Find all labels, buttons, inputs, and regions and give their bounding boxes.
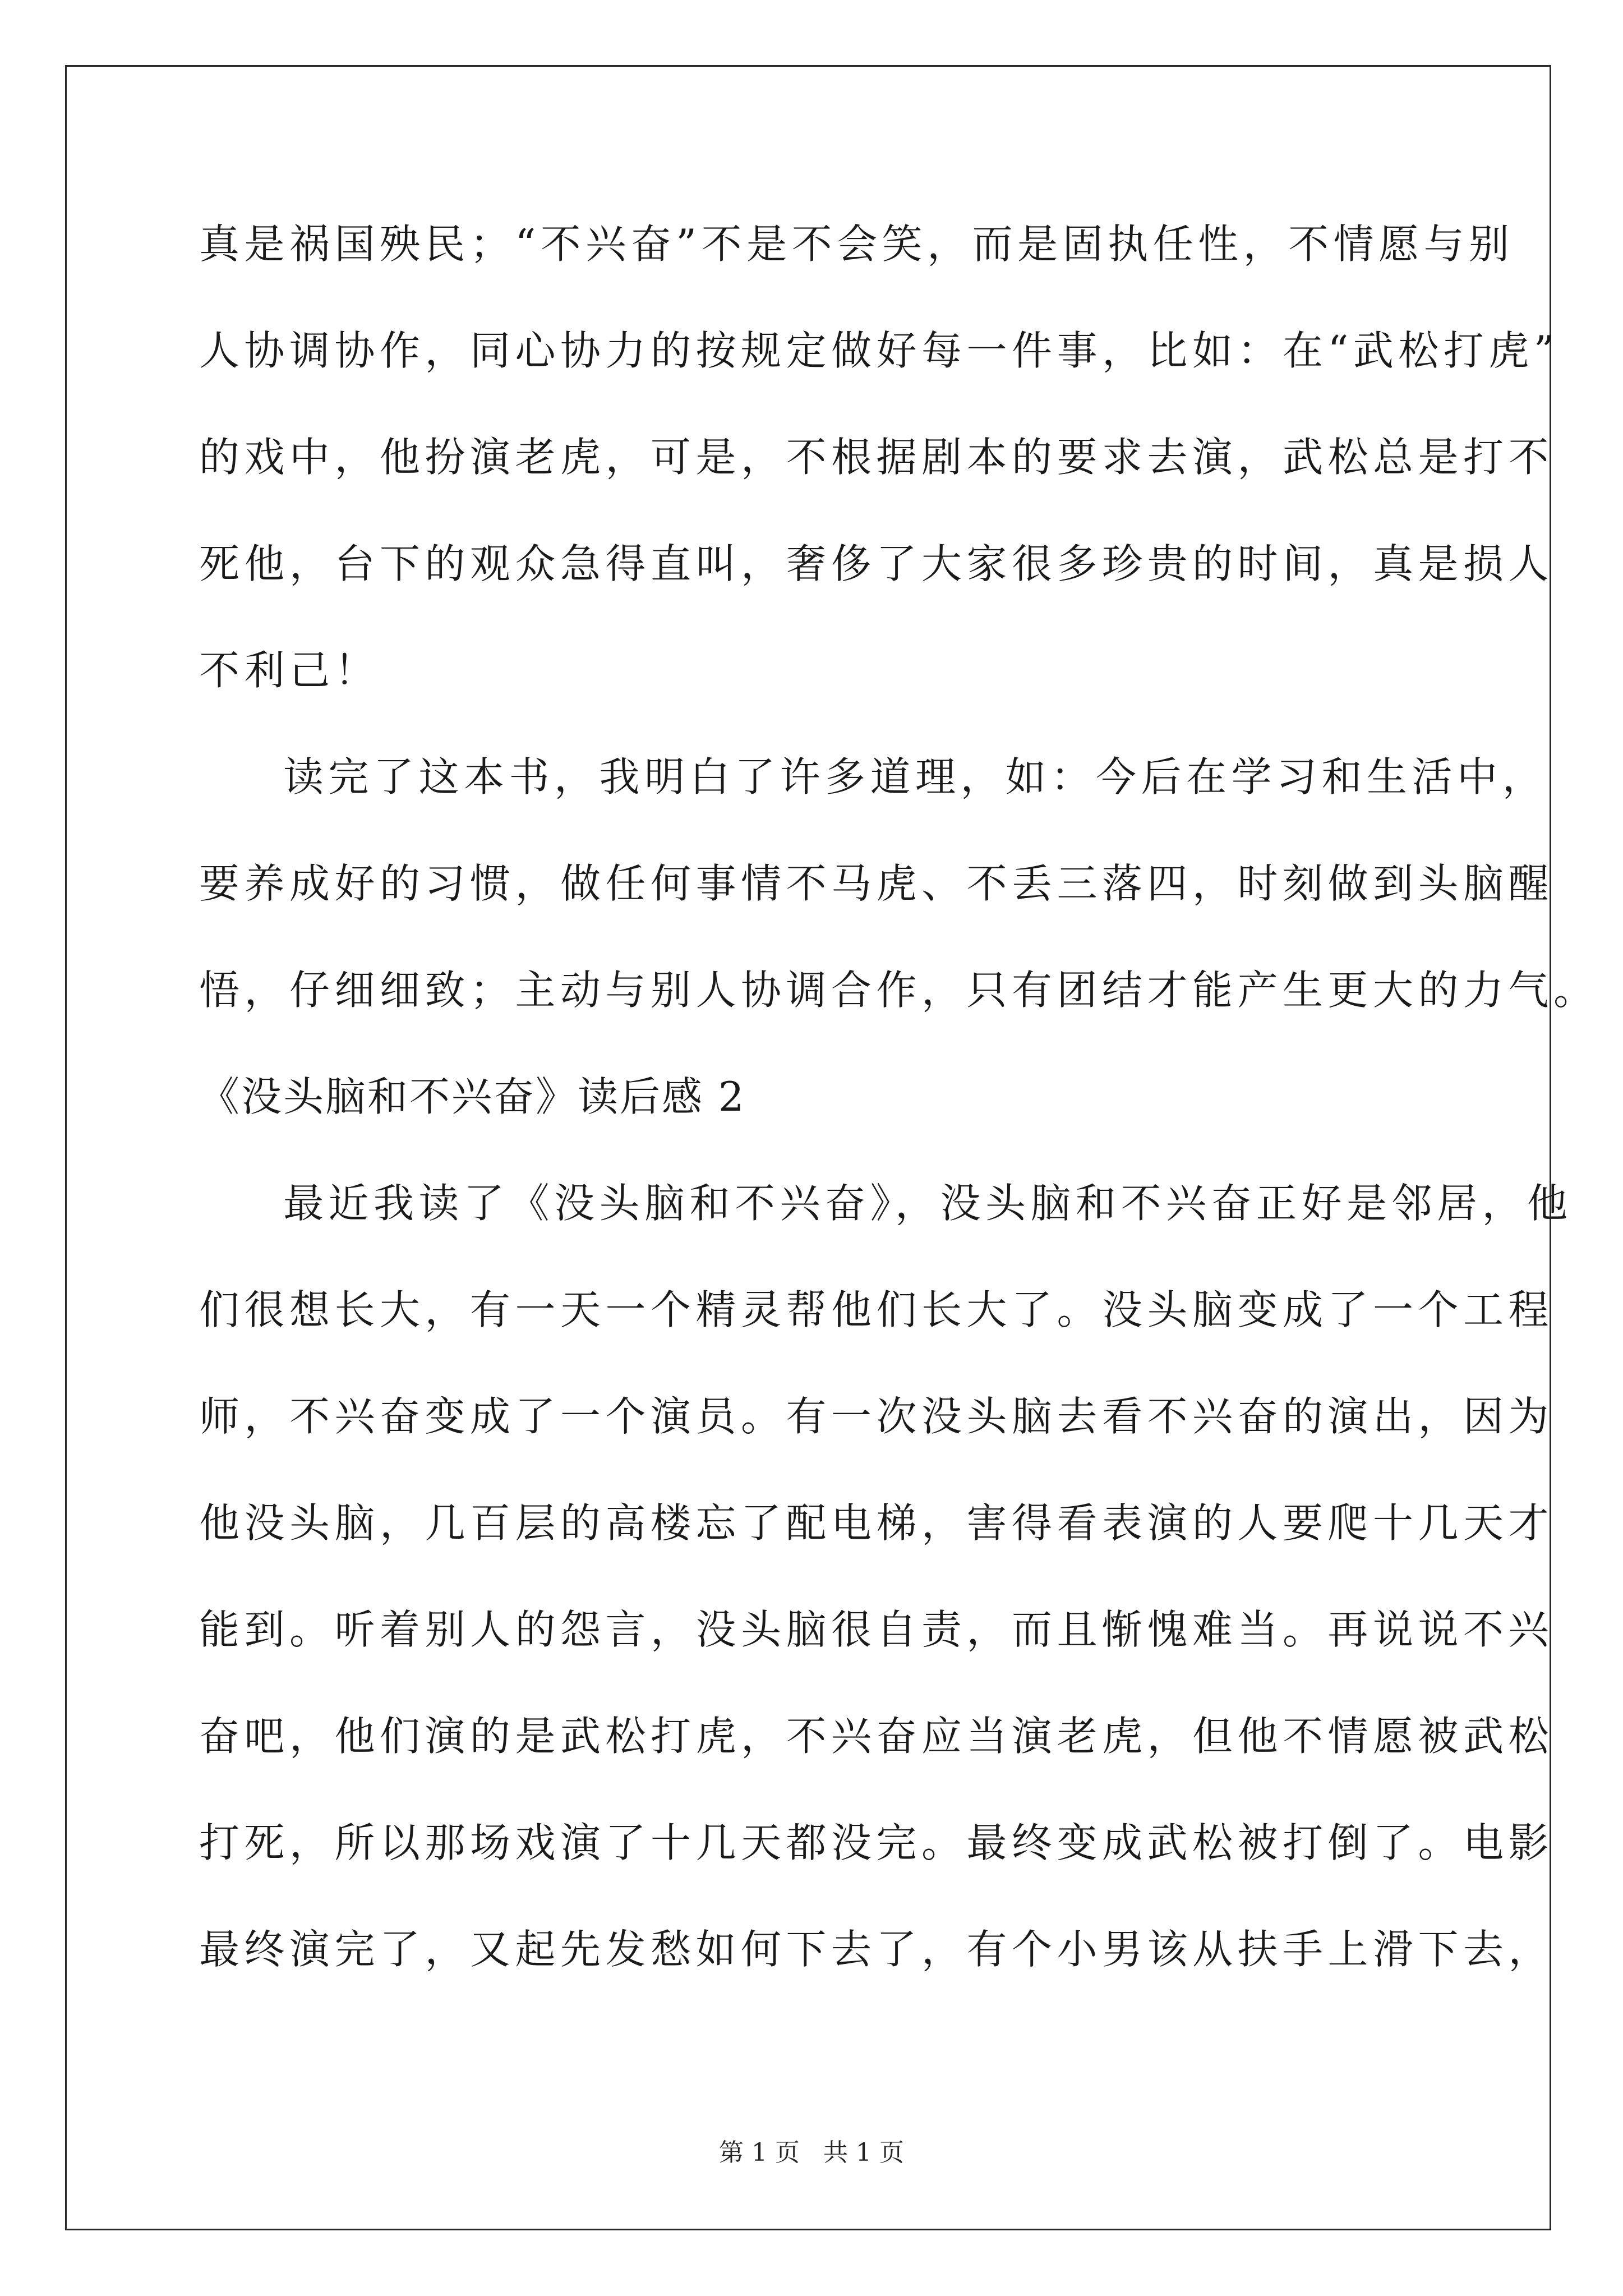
text-line: 打死，所以那场戏演了十几天都没完。最终变成武松被打倒了。电影: [199, 1819, 1554, 1866]
text-line: 奋吧，他们演的是武松打虎，不兴奋应当演老虎，但他不情愿被武松: [199, 1713, 1554, 1760]
section-heading: 《没头脑和不兴奋》读后感 2: [199, 1073, 746, 1120]
text-line: 的戏中，他扮演老虎，可是，不根据剧本的要求去演，武松总是打不: [199, 434, 1554, 481]
text-line: 能到。听着别人的怨言，没头脑很自责，而且惭愧难当。再说说不兴: [199, 1606, 1554, 1653]
text-line: 不利己！: [199, 647, 380, 694]
text-line: 们很想长大，有一天一个精灵帮他们长大了。没头脑变成了一个工程: [199, 1286, 1554, 1333]
text-line: 悟，仔细细致；主动与别人协调合作，只有团结才能产生更大的力气。: [199, 967, 1599, 1014]
text-line: 真是祸国殃民；“不兴奋”不是不会笑，而是固执任性，不情愿与别: [199, 220, 1514, 268]
text-line: 最终演完了，又起先发愁如何下去了，有个小男该从扶手上滑下去，: [199, 1926, 1554, 1973]
text-line: 他没头脑，几百层的高楼忘了配电梯，害得看表演的人要爬十几天才: [199, 1499, 1554, 1547]
page-number: 第 1 页: [719, 2138, 800, 2167]
page-footer: [0, 2139, 1623, 2167]
paragraph-start-line: 读完了这本书，我明白了许多道理，如：今后在学习和生活中，: [283, 753, 1548, 800]
text-line: 死他，台下的观众急得直叫，奢侈了大家很多珍贵的时间，真是损人: [199, 540, 1554, 587]
text-line: 师，不兴奋变成了一个演员。有一次没头脑去看不兴奋的演出，因为: [199, 1393, 1554, 1440]
document-body: [199, 220, 1599, 2033]
text-line: 人协调协作，同心协力的按规定做好每一件事，比如：在“武松打虎”: [199, 327, 1560, 374]
paragraph-start-line: 最近我读了《没头脑和不兴奋》，没头脑和不兴奋正好是邻居，他: [283, 1180, 1573, 1227]
text-line: 要养成好的习惯，做任何事情不马虎、不丢三落四，时刻做到头脑醒: [199, 860, 1554, 907]
page-total: 共 1 页: [823, 2138, 904, 2167]
